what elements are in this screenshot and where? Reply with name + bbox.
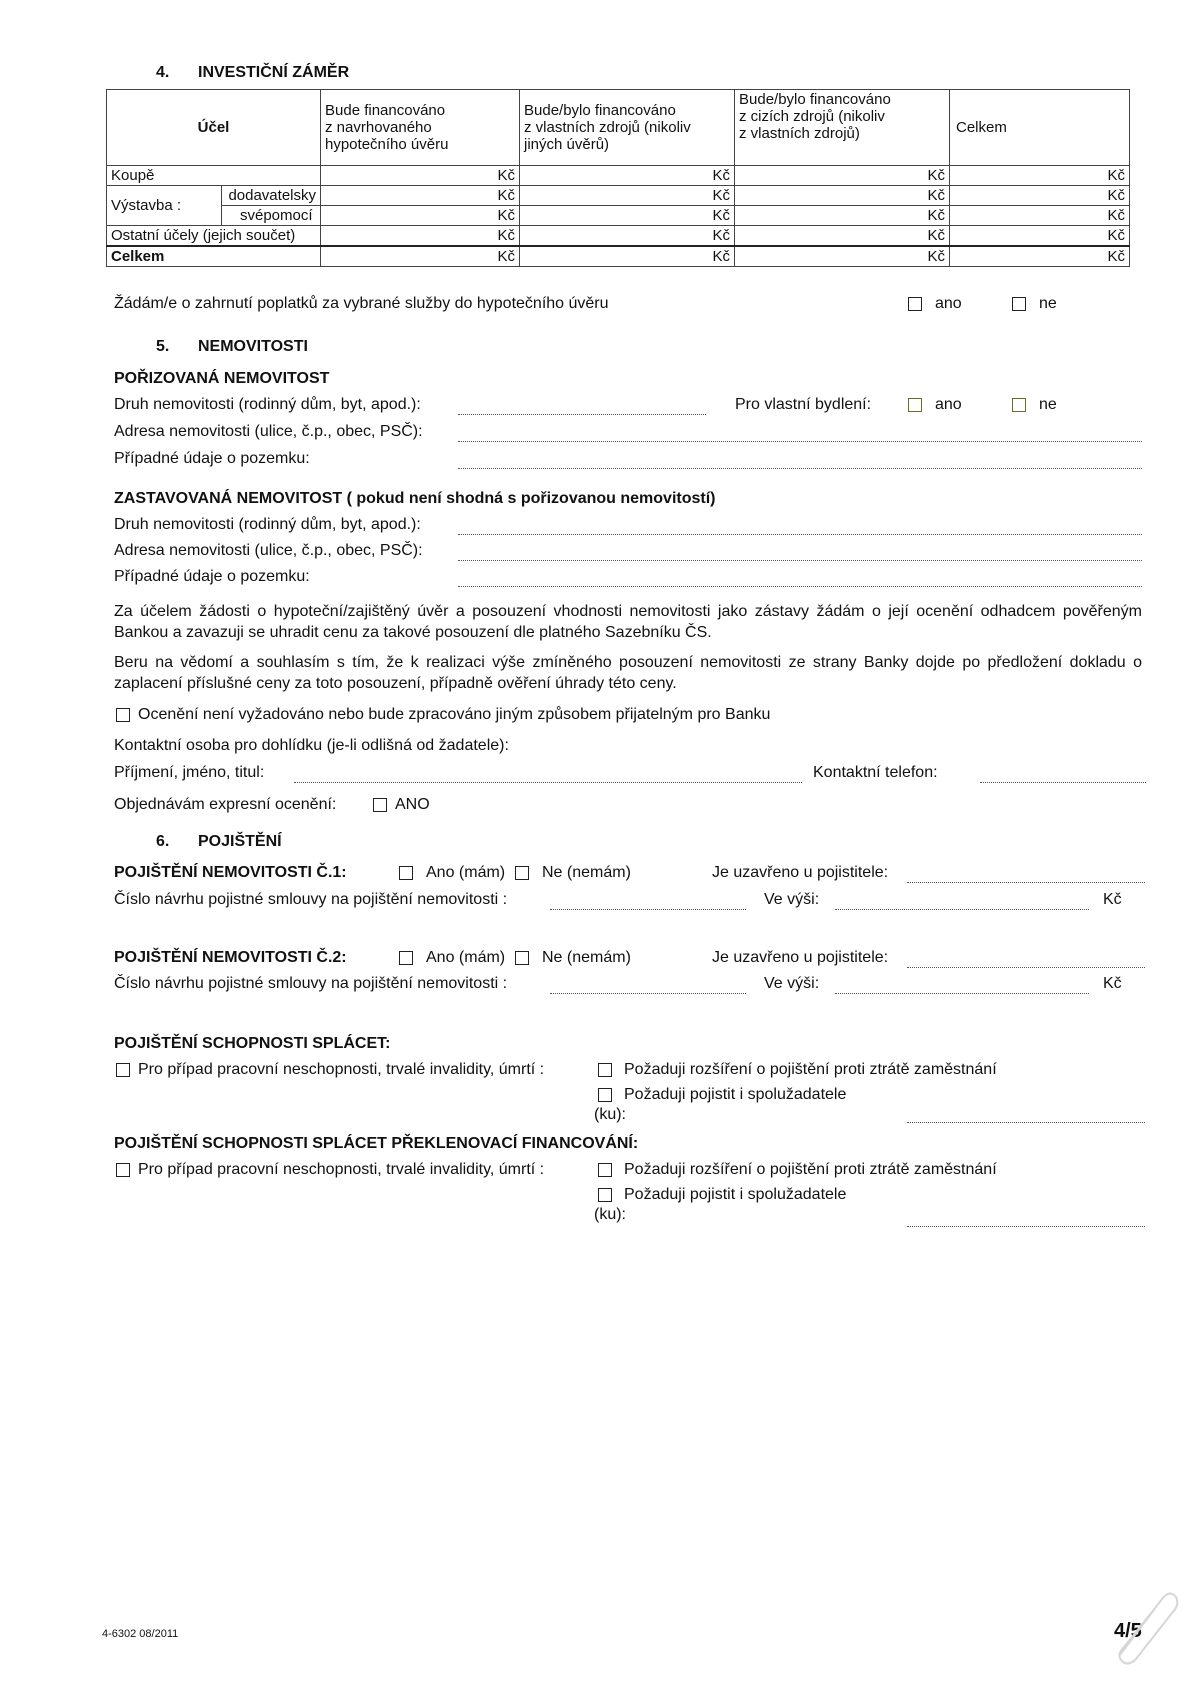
repayment-coapplicant-suffix: (ku):	[594, 1106, 626, 1123]
property2-amount-label: Ve výši:	[764, 975, 820, 992]
cell-currency[interactable]: Kč	[735, 226, 950, 247]
table-header-row	[107, 90, 1130, 166]
investment-table	[106, 89, 1130, 267]
property2-no-checkbox[interactable]	[515, 951, 529, 965]
cell-currency[interactable]: Kč	[735, 206, 950, 226]
cell-currency[interactable]: Kč	[321, 206, 520, 226]
form-code: 4-6302 08/2011	[102, 1628, 179, 1640]
table-row	[107, 206, 1130, 226]
consent-paragraph: Beru na vědomí a souhlasím s tím, že k realizaci výše zmíněného posouzení nemovitosti ze strany Banky dojde po předložení dokladu o zaplacení příslušné ceny za toto posouzení, případně ověření úhrady této ceny.	[114, 654, 1142, 692]
property1-proposal-field[interactable]	[550, 909, 746, 910]
cell-currency[interactable]: Kč	[950, 226, 1130, 247]
header-mortgage: Bude financováno z navrhovaného hypotečního úvěru	[321, 90, 520, 166]
own-housing-label: Pro vlastní bydlení:	[735, 396, 872, 413]
cell-currency[interactable]: Kč	[321, 226, 520, 247]
cell-currency[interactable]: Kč	[520, 166, 735, 186]
property2-currency: Kč	[1103, 975, 1122, 992]
repayment-coapplicant-field[interactable]	[907, 1122, 1145, 1123]
acquired-address-label: Adresa nemovitosti (ulice, č.p., obec, PSČ):	[114, 423, 423, 440]
section6-number: 6.	[156, 833, 170, 850]
repayment-incapacity-checkbox[interactable]	[116, 1063, 130, 1077]
bridging-incapacity-checkbox[interactable]	[116, 1163, 130, 1177]
pledged-land-label: Případné údaje o pozemku:	[114, 568, 310, 585]
contact-phone-field[interactable]	[980, 782, 1146, 783]
header-own-sources: Bude/bylo financováno z vlastních zdrojů (nikoliv jiných úvěrů)	[520, 90, 735, 166]
row-construction-sub1: dodavatelsky	[222, 186, 321, 206]
contact-phone-label: Kontaktní telefon:	[813, 764, 938, 781]
cell-currency[interactable]: Kč	[520, 226, 735, 247]
cell-currency[interactable]: Kč	[950, 166, 1130, 186]
cell-currency[interactable]: Kč	[321, 246, 520, 267]
header-foreign-sources: Bude/bylo financováno z cizích zdrojů (nikoliv z vlastních zdrojů)	[735, 90, 950, 166]
bridging-jobloss-label: Požaduji rozšíření o pojištění proti ztrátě zaměstnání	[624, 1161, 997, 1178]
cell-currency[interactable]: Kč	[950, 206, 1130, 226]
property1-amount-field[interactable]	[835, 909, 1089, 910]
section4-title: INVESTIČNÍ ZÁMĚR	[198, 64, 350, 81]
cell-currency[interactable]: Kč	[520, 206, 735, 226]
contact-name-label: Příjmení, jméno, titul:	[114, 764, 265, 781]
cell-currency[interactable]: Kč	[321, 166, 520, 186]
property1-amount-label: Ve výši:	[764, 891, 820, 908]
repayment-coapplicant-checkbox[interactable]	[598, 1088, 612, 1102]
bridging-jobloss-checkbox[interactable]	[598, 1163, 612, 1177]
repayment-incapacity-label: Pro případ pracovní neschopnosti, trvalé invalidity, úmrtí :	[138, 1061, 545, 1078]
contact-name-field[interactable]	[294, 782, 802, 783]
repayment-jobloss-checkbox[interactable]	[598, 1063, 612, 1077]
cell-currency[interactable]: Kč	[520, 186, 735, 206]
cell-currency[interactable]: Kč	[735, 246, 950, 267]
express-label: Objednávám expresní ocenění:	[114, 796, 337, 813]
property1-no-label: Ne (nemám)	[542, 864, 631, 881]
fees-no-checkbox[interactable]	[1012, 297, 1026, 311]
property2-proposal-field[interactable]	[550, 993, 746, 994]
bridging-coapplicant-suffix: (ku):	[594, 1206, 626, 1223]
own-housing-no-checkbox[interactable]	[1012, 398, 1026, 412]
page-number: 4/5	[1114, 1620, 1142, 1642]
repayment-heading: POJIŠTĚNÍ SCHOPNOSTI SPLÁCET:	[114, 1035, 391, 1052]
acquired-type-field[interactable]	[458, 414, 706, 415]
own-housing-yes-label: ano	[935, 396, 962, 413]
cell-currency[interactable]: Kč	[520, 246, 735, 267]
property1-heading: POJIŠTĚNÍ NEMOVITOSTI Č.1:	[114, 864, 347, 881]
section6-title: POJIŠTĚNÍ	[198, 833, 282, 850]
table-row-total	[107, 246, 1130, 267]
contact-person-label: Kontaktní osoba pro dohlídku (je-li odlišná od žadatele):	[114, 737, 509, 754]
property1-insurer-field[interactable]	[907, 882, 1145, 883]
cell-currency[interactable]: Kč	[321, 186, 520, 206]
section5-number: 5.	[156, 338, 170, 355]
express-yes-checkbox[interactable]	[373, 798, 387, 812]
property2-yes-checkbox[interactable]	[399, 951, 413, 965]
row-construction-label: Výstavba :	[107, 186, 222, 226]
row-other-label: Ostatní účely (jejich součet)	[107, 226, 321, 247]
fees-yes-label: ano	[935, 295, 962, 312]
bridging-coapplicant-checkbox[interactable]	[598, 1188, 612, 1202]
property1-yes-label: Ano (mám)	[426, 864, 506, 881]
property2-heading: POJIŠTĚNÍ NEMOVITOSTI Č.2:	[114, 949, 347, 966]
own-housing-no-label: ne	[1039, 396, 1057, 413]
pledged-type-field[interactable]	[458, 534, 1142, 535]
fees-no-label: ne	[1039, 295, 1057, 312]
property2-amount-field[interactable]	[835, 993, 1089, 994]
acquired-address-field[interactable]	[458, 441, 1142, 442]
row-purchase-label: Koupě	[107, 166, 321, 186]
property1-proposal-label: Číslo návrhu pojistné smlouvy na pojištění nemovitosti :	[114, 891, 508, 908]
fees-yes-checkbox[interactable]	[908, 297, 922, 311]
acquired-land-field[interactable]	[458, 468, 1142, 469]
property1-insurer-label: Je uzavřeno u pojistitele:	[712, 864, 889, 881]
section5-title: NEMOVITOSTI	[198, 338, 308, 355]
valuation-paragraph: Za účelem žádosti o hypoteční/zajištěný úvěr a posouzení vhodnosti nemovitosti jako zástavy žádám o její ocenění odhadcem pověřeným Bankou a zavazuji se uhradit cenu za takové posouzení dle platného Sazebníku ČS.	[114, 603, 1142, 641]
bridging-coapplicant-label: Požaduji pojistit i spolužadatele	[624, 1186, 847, 1203]
pledged-heading: ZASTAVOVANÁ NEMOVITOST ( pokud není shodná s pořizovanou nemovitostí)	[114, 490, 716, 507]
property2-yes-label: Ano (mám)	[426, 949, 506, 966]
section4-number: 4.	[156, 64, 170, 81]
row-construction-sub2: svépomocí	[222, 206, 321, 226]
repayment-coapplicant-label: Požaduji pojistit i spolužadatele	[624, 1086, 847, 1103]
cell-currency[interactable]: Kč	[950, 246, 1130, 267]
table-row	[107, 166, 1130, 186]
paperclip-icon	[1110, 1585, 1182, 1669]
property2-insurer-label: Je uzavřeno u pojistitele:	[712, 949, 889, 966]
repayment-jobloss-label: Požaduji rozšíření o pojištění proti ztrátě zaměstnání	[624, 1061, 997, 1078]
bridging-incapacity-label: Pro případ pracovní neschopnosti, trvalé invalidity, úmrtí :	[138, 1161, 545, 1178]
acquired-heading: POŘIZOVANÁ NEMOVITOST	[114, 370, 330, 387]
pledged-type-label: Druh nemovitosti (rodinný dům, byt, apod.):	[114, 516, 421, 533]
table-row	[107, 186, 1130, 206]
property2-no-label: Ne (nemám)	[542, 949, 631, 966]
bridging-heading: POJIŠTĚNÍ SCHOPNOSTI SPLÁCET PŘEKLENOVACÍ FINANCOVÁNÍ:	[114, 1135, 639, 1152]
property2-proposal-label: Číslo návrhu pojistné smlouvy na pojištění nemovitosti :	[114, 975, 508, 992]
header-purpose: Účel	[107, 90, 321, 166]
row-total-label: Celkem	[107, 246, 321, 267]
pledged-land-field[interactable]	[458, 586, 1142, 587]
cell-currency[interactable]: Kč	[735, 166, 950, 186]
property1-yes-checkbox[interactable]	[399, 866, 413, 880]
table-row	[107, 226, 1130, 247]
header-total: Celkem	[950, 90, 1130, 166]
valuation-not-required-checkbox[interactable]	[116, 708, 130, 722]
express-yes-label: ANO	[395, 796, 430, 813]
acquired-type-label: Druh nemovitosti (rodinný dům, byt, apod.):	[114, 396, 421, 413]
property2-insurer-field[interactable]	[907, 967, 1145, 968]
property1-currency: Kč	[1103, 891, 1122, 908]
fees-question: Žádám/e o zahrnutí poplatků za vybrané služby do hypotečního úvěru	[114, 295, 609, 312]
property1-no-checkbox[interactable]	[515, 866, 529, 880]
cell-currency[interactable]: Kč	[735, 186, 950, 206]
own-housing-yes-checkbox[interactable]	[908, 398, 922, 412]
acquired-land-label: Případné údaje o pozemku:	[114, 450, 310, 467]
cell-currency[interactable]: Kč	[950, 186, 1130, 206]
pledged-address-field[interactable]	[458, 560, 1142, 561]
bridging-coapplicant-field[interactable]	[907, 1226, 1145, 1227]
pledged-address-label: Adresa nemovitosti (ulice, č.p., obec, PSČ):	[114, 542, 423, 559]
valuation-not-required-label: Ocenění není vyžadováno nebo bude zpracováno jiným způsobem přijatelným pro Banku	[138, 706, 771, 723]
